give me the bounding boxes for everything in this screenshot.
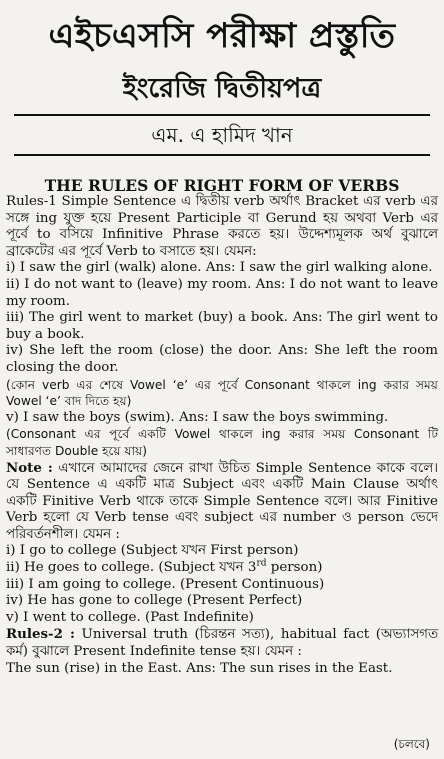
rule2-text: Universal truth (চিরন্তন সত্য), habitual fact (অভ্যাসগত কর্ম) বুঝালে Present Indefinite tense হয়। যেমন : bbox=[6, 627, 438, 660]
note-text: এখানে আমাদের জেনে রাখা উচিত Simple Sentence কাকে বলে। যে Sentence এ একটি মাত্র Subject এবং একটি Main Clause অর্থাৎ একটি Finitive Verb থাকে তাকে Simple Sentence বলে। আর Finitive Verb হলো যে Verb tense এবং subject এর number ও person ভেদে পরিবর্তনশীল। যেমন : bbox=[6, 460, 439, 542]
note-example-1: i) I go to college (Subject যখন First person) bbox=[6, 543, 299, 559]
page-subtitle: ইংরেজি দ্বিতীয়পত্র bbox=[122, 73, 322, 104]
author-name: এম. এ হামিদ খান bbox=[151, 123, 293, 147]
example-3: iii) The girl went to market (buy) a book. Ans: The girl went to buy a book. bbox=[6, 310, 438, 342]
note-example-5: v) I went to college. (Past Indefinite) bbox=[6, 609, 254, 625]
rule2-paragraph bbox=[6, 626, 438, 660]
rule2-label: Rules-2 : bbox=[6, 626, 75, 643]
article-heading: THE RULES OF RIGHT FORM OF VERBS bbox=[44, 176, 400, 195]
example-4: iv) She left the room (close) the door. Ans: She left the room closing the door. bbox=[6, 343, 438, 375]
example-5: v) I saw the boys (swim). Ans: I saw the boys swimming. bbox=[6, 409, 389, 425]
rule1-paragraph: Rules-1 Simple Sentence এ দ্বিতীয় verb অর্থাৎ Bracket এর verb এর সঙ্গে ing যুক্ত হয়ে Present Participle বা Gerund হয় অথবা Verb এর পূর্বে to বসিয়ে Infinitive Phrase করতে হয়। উদ্দেশ্যমূলক অর্থ বুঝালে ব্রাকেটের এর পূর্বে Verb to বসাতে হয়। যেমন: bbox=[6, 194, 438, 259]
example-2: ii) I do not want to (leave) my room. Ans: I do not want to leave my room. bbox=[6, 276, 438, 309]
note-example-4: iv) He has gone to college (Present Perfect) bbox=[6, 593, 303, 609]
example-1: i) I saw the girl (walk) alone. Ans: I saw the girl walking alone. bbox=[6, 260, 433, 276]
divider-top bbox=[14, 114, 430, 116]
note-example-3: iii) I am going to college. (Present Continuous) bbox=[6, 576, 325, 592]
ordinal-suffix: rd bbox=[256, 558, 267, 569]
continued-label: (চলবে) bbox=[393, 737, 430, 751]
page-title: এইচএসসি পরীক্ষা প্রস্তুতি bbox=[48, 16, 396, 56]
note-consonant: (Consonant এর পূর্বে একটি Vowel থাকলে ing করার সময় Consonant টি সাধারণত Double হয়ে যায়) bbox=[6, 427, 438, 458]
note-paragraph bbox=[6, 460, 438, 544]
note-vowel-e: (কোন verb এর শেষে Vowel ‘e’ এর পূর্বে Consonant থাকলে ing করার সময় Vowel ‘e’ বাদ দিতে হয়) bbox=[6, 377, 438, 409]
example-6: The sun (rise) in the East. Ans: The sun rises in the East. bbox=[6, 660, 393, 676]
divider-bottom bbox=[14, 154, 430, 156]
note-example-2-end: person) bbox=[266, 560, 323, 576]
note-example-2 bbox=[6, 560, 438, 577]
note-example-2-text: ii) He goes to college. (Subject যখন 3 bbox=[6, 560, 257, 576]
note-label: Note : bbox=[6, 459, 53, 476]
article-body bbox=[6, 194, 438, 677]
